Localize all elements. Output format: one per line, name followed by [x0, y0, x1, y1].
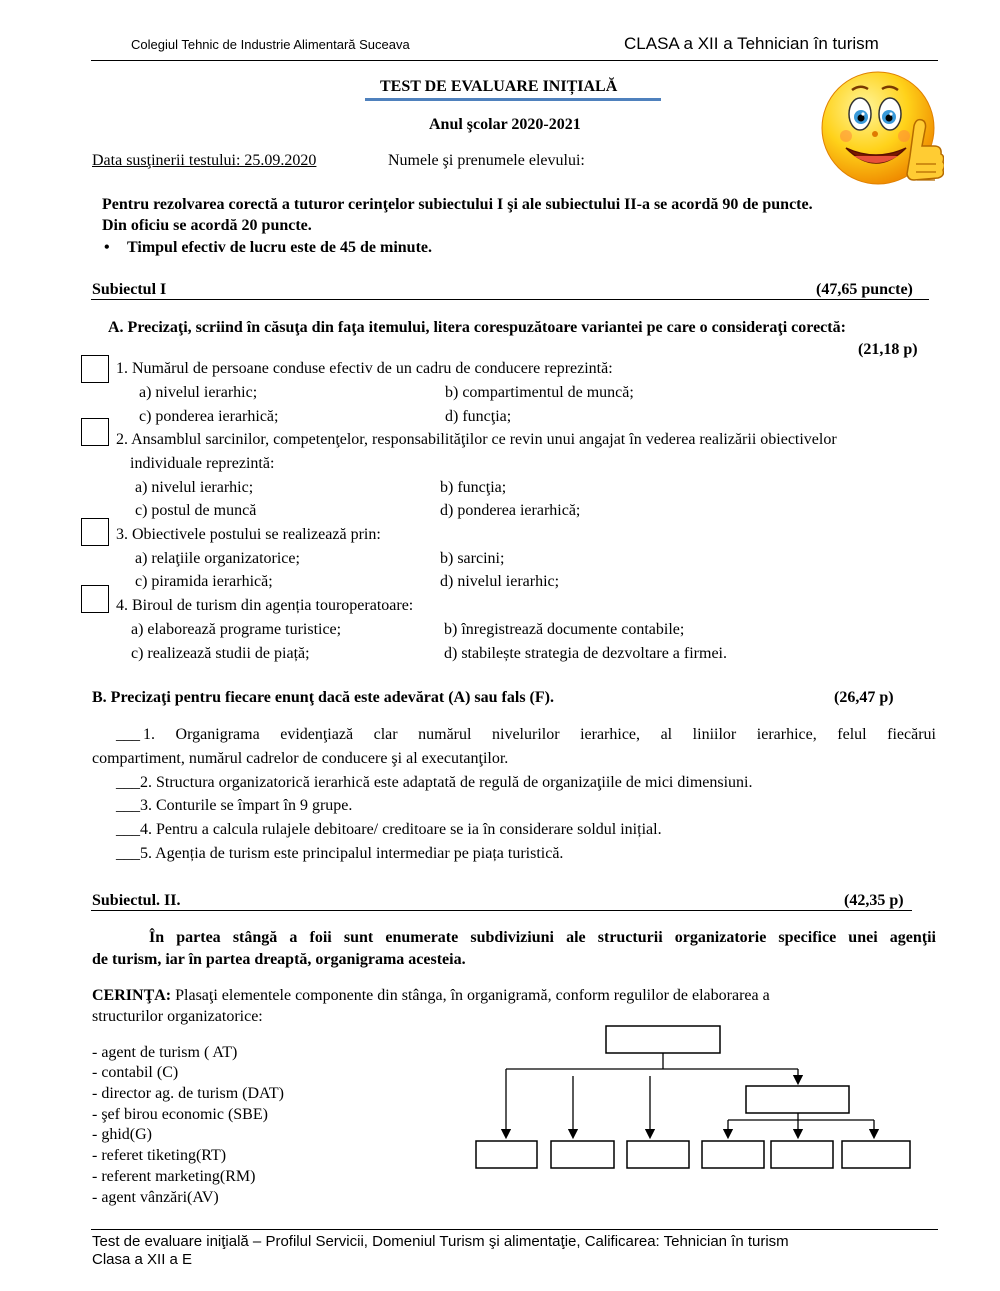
- statement-1-blank[interactable]: ___: [116, 726, 140, 743]
- statement-1: 1. Organigrama evidenţiază clar numărul nivelurilor ierarhice, al liniilor ierarhice, felul fiecărui: [143, 726, 936, 743]
- q1-option-c: c) ponderea ierarhică;: [139, 408, 279, 425]
- q4-option-b: b) înregistrează documente contabile;: [444, 621, 685, 638]
- thumbs-up-smiley-icon: [818, 64, 944, 196]
- q1-option-a: a) nivelul ierarhic;: [139, 384, 258, 401]
- q2-option-d: d) ponderea ierarhică;: [440, 502, 581, 519]
- element-item: - referet tiketing(RT): [92, 1147, 227, 1164]
- organigram: [470, 1020, 920, 1180]
- school-year: Anul şcolar 2020-2021: [429, 116, 581, 133]
- element-item: - director ag. de turism (DAT): [92, 1085, 284, 1102]
- header-divider: [91, 60, 938, 61]
- org-box-bottom[interactable]: [842, 1141, 910, 1168]
- statement-1-cont: compartiment, numărul cadrelor de conducere şi al executanţilor.: [92, 750, 509, 767]
- header-class: CLASA a XII a Tehnician în turism: [624, 34, 879, 53]
- instructions-line1: Pentru rezolvarea corectă a tuturor cerinţelor subiectului I şi ale subiectului II-a se acordă 90 de puncte.: [102, 196, 813, 213]
- question-3: 3. Obiectivele postului se realizează prin:: [116, 526, 381, 543]
- partB-instruction: B. Precizaţi pentru fiecare enunţ dacă este adevărat (A) sau fals (F).: [92, 689, 554, 706]
- q3-option-c: c) piramida ierarhică;: [135, 573, 273, 590]
- requirement-line1: [92, 987, 936, 1005]
- q3-option-a: a) relaţiile organizatorice;: [135, 550, 300, 567]
- question-4: 4. Biroul de turism din agenția touroperatoare:: [116, 597, 414, 614]
- answer-box-q4[interactable]: [81, 585, 109, 613]
- requirement-label: CERINŢA:: [92, 987, 172, 1004]
- q2-option-c: c) postul de muncă: [135, 502, 257, 519]
- footer-line2: Clasa a XII a E: [92, 1251, 193, 1268]
- q1-option-b: b) compartimentul de muncă;: [445, 384, 634, 401]
- q4-option-c: c) realizează studii de piață;: [131, 645, 310, 662]
- statement-3: ___3. Conturile se împart în 9 grupe.: [116, 797, 353, 814]
- footer-line1: Test de evaluare iniţială – Profilul Servicii, Domeniul Turism şi alimentaţie, Calificarea: Tehnician în turism: [92, 1233, 789, 1250]
- element-item: - agent vânzări(AV): [92, 1189, 219, 1206]
- subject1-title: Subiectul I: [92, 281, 167, 298]
- subject2-title: Subiectul. II.: [92, 892, 181, 909]
- element-item: - contabil (C): [92, 1064, 179, 1081]
- question-1: 1. Numărul de persoane conduse efectiv de un cadru de conducere reprezintă:: [116, 360, 613, 377]
- subject2-intro-line2: de turism, iar în partea dreaptă, organigrama acesteia.: [92, 951, 466, 968]
- answer-box-q1[interactable]: [81, 355, 109, 383]
- partB-points: (26,47 p): [834, 689, 894, 706]
- question-2-cont: individuale reprezintă:: [130, 455, 275, 472]
- q2-option-b: b) funcţia;: [440, 479, 507, 496]
- q2-option-a: a) nivelul ierarhic;: [135, 479, 254, 496]
- q4-option-d: d) stabilește strategia de dezvoltare a firmei.: [444, 645, 727, 662]
- org-box-bottom[interactable]: [476, 1141, 537, 1168]
- statement-2: ___2. Structura organizatorică ierarhică este adaptată de regulă de organizaţiile de mici dimensiuni.: [116, 774, 753, 791]
- partA-instruction: A. Precizaţi, scriind în căsuţa din faţa itemului, litera corespuzătoare variantei pe care o consideraţi corectă:: [108, 319, 846, 336]
- q3-option-b: b) sarcini;: [440, 550, 505, 567]
- org-box-mid[interactable]: [746, 1086, 849, 1113]
- student-name-label: Numele şi prenumele elevului:: [388, 152, 585, 169]
- element-item: - ghid(G): [92, 1126, 152, 1143]
- question-2: 2. Ansamblul sarcinilor, competenţelor, responsabilităţilor ce revin unui angajat în vederea realizării obiectivelor: [116, 431, 837, 448]
- bullet-icon: •: [104, 239, 110, 256]
- subject2-underline: [91, 910, 912, 911]
- page-title: TEST DE EVALUARE INIȚIALĂ: [380, 78, 618, 95]
- statement-4: ___4. Pentru a calcula rulajele debitoare/ creditoare se ia în considerare soldul inițial.: [116, 821, 662, 838]
- subject1-points: (47,65 puncte): [816, 281, 913, 298]
- instructions-line3: Timpul efectiv de lucru este de 45 de minute.: [127, 239, 433, 256]
- subject2-intro-line1: În partea stângă a foii sunt enumerate subdiviziuni ale structurii organizatorie specifice unei agenţii: [149, 929, 936, 946]
- title-underline: [365, 98, 661, 101]
- answer-box-q3[interactable]: [81, 518, 109, 546]
- element-item: - şef birou economic (SBE): [92, 1106, 268, 1123]
- partA-points: (21,18 p): [858, 341, 918, 358]
- org-box-bottom[interactable]: [551, 1141, 614, 1168]
- requirement-text: Plasaţi elementele componente din stânga, în organigramă, conform regulilor de elaborarea a: [171, 987, 770, 1004]
- header-school: Colegiul Tehnic de Industrie Alimentară Suceava: [131, 37, 410, 52]
- requirement-line2: structurilor organizatorice:: [92, 1008, 263, 1025]
- org-box-bottom[interactable]: [702, 1141, 764, 1168]
- instructions-line2: Din oficiu se acordă 20 puncte.: [102, 217, 312, 234]
- element-item: - agent de turism ( AT): [92, 1044, 238, 1061]
- org-box-bottom[interactable]: [771, 1141, 833, 1168]
- subject1-underline: [91, 299, 929, 300]
- q1-option-d: d) funcţia;: [445, 408, 512, 425]
- statement-5: ___5. Agenția de turism este principalul intermediar pe piața turistică.: [116, 845, 564, 862]
- answer-box-q2[interactable]: [81, 418, 109, 446]
- subject2-points: (42,35 p): [844, 892, 904, 909]
- org-box-top[interactable]: [606, 1026, 720, 1053]
- footer-divider: [91, 1229, 938, 1230]
- element-item: - referent marketing(RM): [92, 1168, 256, 1185]
- org-box-bottom[interactable]: [627, 1141, 689, 1168]
- date-label: Data susţinerii testului: 25.09.2020: [92, 152, 317, 169]
- q3-option-d: d) nivelul ierarhic;: [440, 573, 560, 590]
- q4-option-a: a) elaborează programe turistice;: [131, 621, 342, 638]
